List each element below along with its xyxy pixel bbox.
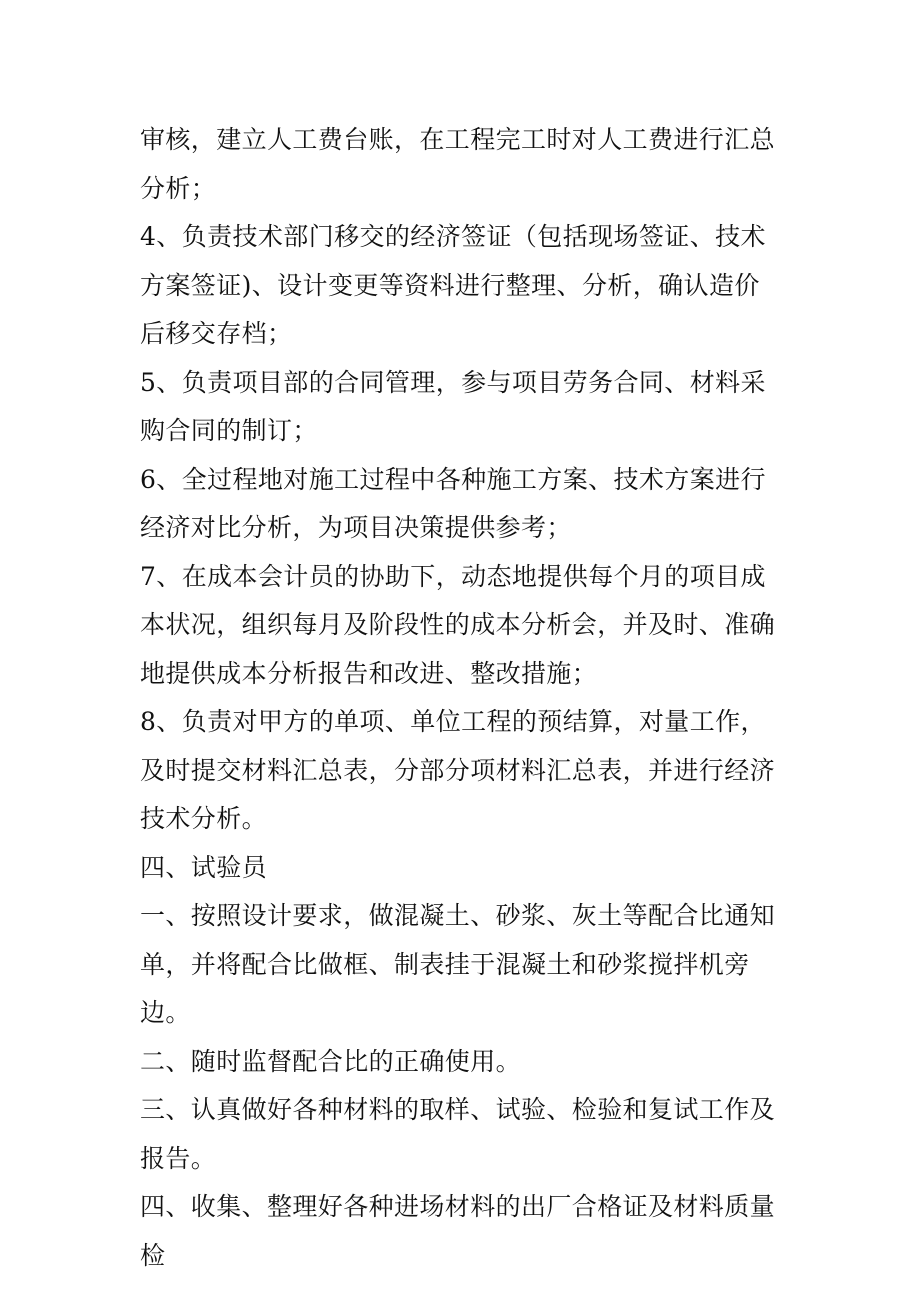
paragraph-labor-cost-review: 审核，建立人工费台账，在工程完工时对人工费进行汇总分析； bbox=[140, 125, 776, 203]
document-body bbox=[140, 116, 785, 1280]
paragraph-item-8: 8、负责对甲方的单项、单位工程的预结算，对量工作，及时提交材料汇总表，分部分项材料汇总表，并进行经济技术分析。 bbox=[140, 707, 776, 833]
paragraph-item-5: 5、负责项目部的合同管理，参与项目劳务合同、材料采购合同的制订； bbox=[140, 367, 766, 445]
paragraph-item-6: 6、全过程地对施工过程中各种施工方案、技术方案进行经济对比分析，为项目决策提供参考； bbox=[140, 464, 766, 542]
paragraph-tester-duty-1: 一、按照设计要求，做混凝土、砂浆、灰土等配合比通知单，并将配合比做框、制表挂于混凝土和砂浆搅拌机旁边。 bbox=[140, 901, 776, 1027]
paragraph-item-4: 4、负责技术部门移交的经济签证（包括现场签证、技术方案签证)、设计变更等资料进行整理、分析，确认造价后移交存档； bbox=[140, 222, 766, 348]
paragraph-item-7: 7、在成本会计员的协助下，动态地提供每个月的项目成本状况，组织每月及阶段性的成本分析会，并及时、准确地提供成本分析报告和改进、整改措施； bbox=[140, 561, 776, 688]
paragraph-tester-duty-3: 三、认真做好各种材料的取样、试验、检验和复试工作及报告。 bbox=[140, 1095, 776, 1173]
paragraph-tester-duty-4: 四、收集、整理好各种进场材料的出厂合格证及材料质量检 bbox=[140, 1192, 776, 1270]
paragraph-tester-duty-2: 二、随时监督配合比的正确使用。 bbox=[140, 1046, 522, 1076]
section-heading-tester: 四、试验员 bbox=[140, 852, 268, 882]
